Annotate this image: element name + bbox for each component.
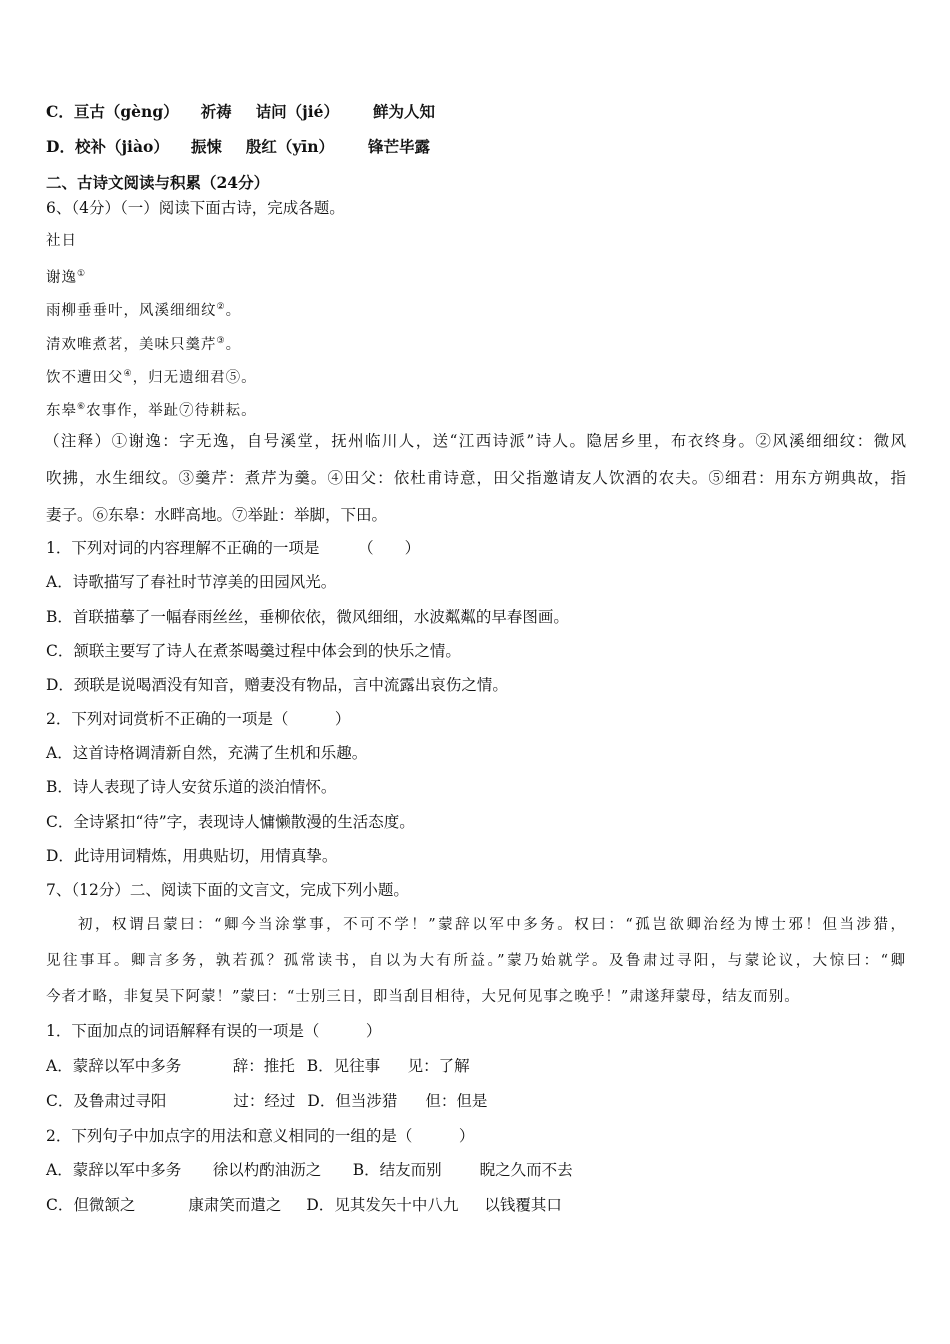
line-text: 饮不遭田父 [46, 369, 124, 386]
passage-line: 今者才略，非复吴下阿蒙！”蒙曰：“士别三日，即当刮目相待，大兄何见事之晚乎！”肃遂拜蒙母，结友而别。 [46, 989, 800, 1005]
word: 鲜为人知 [373, 102, 436, 121]
q7-sub1-options-ab [46, 1056, 470, 1076]
option-text: 睨之久而不去 [479, 1161, 573, 1179]
q5-option-c [46, 102, 435, 122]
q7-sub1-options-cd [46, 1091, 487, 1111]
poem-notes-line: 吹拂，水生细纹。③羹芹：煮芹为羹。④田父：依杜甫诗意，田父指邀请友人饮酒的农夫。⑤细君：用东方朔典故，指 [46, 469, 906, 487]
q6-sub1-question: 1．下列对词的内容理解不正确的一项是 （ ） [46, 539, 421, 557]
option-def: 辞：推托 [232, 1057, 295, 1075]
word: 锋芒毕露 [368, 137, 431, 156]
word: 振悚 [190, 137, 222, 156]
q7-sub1-question: 1．下面加点的词语解释有误的一项是（ ） [46, 1022, 382, 1040]
q7-sub2-options-ab [46, 1160, 573, 1180]
note-marker: ① [77, 269, 87, 279]
poem-notes-line: 妻子。⑥东皋：水畔高地。⑦举趾：举脚，下田。 [46, 506, 388, 524]
note-marker: ② [216, 302, 226, 312]
option-label: A． [46, 1057, 73, 1075]
option-text: 但当涉猎 [335, 1092, 398, 1110]
option-text: 但微颔之 [73, 1196, 136, 1214]
option-label: C． [46, 102, 74, 121]
line-end: 农事作，举趾⑦待耕耘。 [86, 402, 257, 419]
word: 校补（jiào） [74, 137, 169, 156]
option-text: 见往事 [333, 1057, 381, 1075]
option: D．颈联是说喝酒没有知音，赠妻没有物品，言中流露出哀伤之情。 [46, 676, 508, 694]
option-def: 但：但是 [425, 1092, 488, 1110]
q7-sub2-question: 2．下列句子中加点字的用法和意义相同的一组的是（ ） [46, 1127, 475, 1145]
option: C．全诗紧扣“待”字，表现诗人慵懒散漫的生活态度。 [46, 813, 415, 831]
q7-heading: 7、（12分）二、阅读下面的文言文，完成下列小题。 [46, 881, 409, 899]
option-label: D． [46, 137, 75, 156]
option-label: C． [46, 1196, 74, 1214]
word: 亘古（gèng） [73, 102, 179, 121]
option-label: C． [46, 1092, 74, 1110]
option-text: 及鲁肃过寻阳 [73, 1092, 167, 1110]
passage-line: 初，权谓吕蒙曰：“卿今当涂掌事，不可不学！”蒙辞以军中多务。权曰：“孤岂欲卿治经为博士邪！但当涉猎， [78, 917, 906, 933]
word: 诘问（jié） [255, 102, 340, 121]
word: 祈祷 [200, 102, 232, 121]
poem-notes-line: （注释）①谢逸：字无逸，自号溪堂，抚州临川人，送“江西诗派”诗人。隐居乡里，布衣终身。②风溪细细纹：微风 [44, 432, 906, 450]
option-text: 以钱覆其口 [484, 1196, 562, 1214]
q6-sub2-question: 2．下列对词赏析不正确的一项是（ ） [46, 710, 351, 728]
option: C．颔联主要写了诗人在煮茶喝羹过程中体会到的快乐之情。 [46, 642, 461, 660]
option: A．这首诗格调清新自然，充满了生机和乐趣。 [46, 744, 368, 762]
option-label: A． [46, 1161, 73, 1179]
line-text: 雨柳垂垂叶，风溪细细纹 [46, 302, 217, 319]
option-text: 结友而别 [379, 1161, 442, 1179]
poem-title: 社日 [46, 233, 77, 249]
note-marker: ⑥ [77, 402, 87, 412]
poem-line [46, 331, 241, 355]
line-text: 清欢唯煮茗，美味只羹芹 [46, 336, 217, 353]
passage-line: 见往事耳。卿言多务，孰若孤？孤常读书，自以为大有所益。”蒙乃始就学。及鲁肃过寻阳，与蒙论议，大惊曰：“卿 [46, 953, 906, 969]
poem-author [46, 264, 86, 288]
poem-line [46, 297, 241, 321]
q5-option-d [46, 137, 430, 157]
option-label: B． [352, 1161, 380, 1179]
option: D．此诗用词精炼，用典贴切，用情真挚。 [46, 847, 338, 865]
q7-sub2-options-cd [46, 1195, 562, 1215]
line-end: 。 [225, 302, 242, 319]
option-text: 徐以杓酌油沥之 [212, 1161, 322, 1179]
poem-line [46, 397, 257, 421]
word: 殷红（yīn） [245, 137, 335, 156]
section-title: 二、古诗文阅读与积累（24分） [46, 173, 270, 192]
option: A．诗歌描写了春社时节淳美的田园风光。 [46, 573, 337, 591]
option-text: 见其发矢十中八九 [334, 1196, 459, 1214]
option-text: 康肃笑而遣之 [188, 1196, 282, 1214]
q6-heading: 6、（4分）（一）阅读下面古诗，完成各题。 [46, 199, 345, 217]
line-text: 东皋 [46, 402, 77, 419]
option-text: 蒙辞以军中多务 [72, 1057, 182, 1075]
line-end: 。 [225, 336, 242, 353]
note-marker: ③ [216, 336, 226, 346]
line-end: ，归无遗细君⑤。 [132, 369, 257, 386]
option-label: B． [306, 1057, 334, 1075]
option-def: 过：经过 [233, 1092, 296, 1110]
option: B．诗人表现了诗人安贫乐道的淡泊情怀。 [46, 778, 337, 796]
option-label: D． [307, 1092, 336, 1110]
option: B．首联描摹了一幅春雨丝丝，垂柳依依，微风细细，水波粼粼的早春图画。 [46, 608, 569, 626]
note-marker: ④ [123, 369, 133, 379]
author-name: 谢逸 [46, 269, 77, 286]
option-text: 蒙辞以军中多务 [72, 1161, 182, 1179]
poem-line [46, 364, 257, 388]
option-label: D． [306, 1196, 335, 1214]
option-def: 见：了解 [407, 1057, 470, 1075]
